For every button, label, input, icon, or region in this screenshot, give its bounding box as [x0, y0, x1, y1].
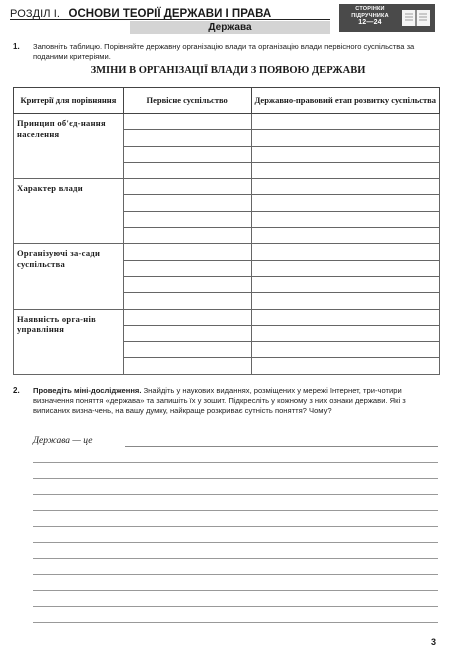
- answer-cell[interactable]: [123, 114, 251, 130]
- criterion-cell: Характер влади: [14, 179, 124, 244]
- answer-line[interactable]: [33, 622, 438, 623]
- answer-line[interactable]: [33, 542, 438, 543]
- answer-cell[interactable]: [251, 358, 440, 374]
- section-label: РОЗДІЛ І.: [10, 8, 61, 20]
- table-row: [14, 179, 440, 195]
- answer-cell[interactable]: [251, 276, 440, 292]
- answer-cell[interactable]: [251, 195, 440, 211]
- task2-body: [33, 386, 438, 416]
- answer-line[interactable]: [33, 558, 438, 559]
- header-rule: [10, 19, 330, 20]
- answer-line[interactable]: [33, 510, 438, 511]
- topic-bar: Держава: [130, 21, 330, 34]
- answer-cell[interactable]: [123, 211, 251, 227]
- answer-cell[interactable]: [251, 293, 440, 309]
- table-title: ЗМІНИ В ОРГАНІЗАЦІЇ ВЛАДИ З ПОЯВОЮ ДЕРЖАВИ: [90, 65, 366, 76]
- answer-cell[interactable]: [123, 342, 251, 358]
- section-title: ОСНОВИ ТЕОРІЇ ДЕРЖАВИ І ПРАВА: [68, 8, 272, 20]
- badge-pages: 12—24: [358, 19, 382, 26]
- answer-cell[interactable]: [251, 342, 440, 358]
- answer-line[interactable]: [125, 446, 438, 447]
- answer-cell[interactable]: [251, 228, 440, 244]
- answer-cell[interactable]: [251, 325, 440, 341]
- task1-number: 1.: [13, 42, 20, 51]
- table-header-row: [14, 88, 440, 114]
- task1-text: Заповніть таблицю. Порівняйте державну організацію влади та організацію влади первісного суспільства за поданими критеріями.: [33, 42, 415, 61]
- table-row: [14, 309, 440, 325]
- answer-line[interactable]: [33, 462, 438, 463]
- answer-cell[interactable]: [123, 228, 251, 244]
- answer-cell[interactable]: [123, 179, 251, 195]
- comparison-table: [13, 87, 440, 375]
- criterion-cell: Організуючі за-сади суспільства: [14, 244, 124, 309]
- header-primitive: Первісне суспільство: [123, 88, 251, 114]
- answer-cell[interactable]: [123, 276, 251, 292]
- badge-line2: ПІДРУЧНИКА: [351, 12, 389, 19]
- answer-cell[interactable]: [123, 325, 251, 341]
- answer-cell[interactable]: [123, 146, 251, 162]
- answer-line[interactable]: [33, 494, 438, 495]
- answer-line[interactable]: [33, 478, 438, 479]
- table-row: [14, 244, 440, 260]
- answer-lead: Держава — це: [33, 436, 93, 446]
- answer-cell[interactable]: [123, 293, 251, 309]
- answer-cell[interactable]: [123, 260, 251, 276]
- task2-text: Знайдіть у наукових виданнях, розміщених у мережі Інтернет, три-чотири визначення поняття «держава» та запишіть їх у зошит. Підкресліть у кожному з них ознаки держави. Які з виписаних визна-чень, на вашу думку, найкраще розкриває сутність поняття? Чому?: [33, 386, 406, 415]
- answer-cell[interactable]: [251, 179, 440, 195]
- answer-cell[interactable]: [251, 309, 440, 325]
- answer-cell[interactable]: [251, 211, 440, 227]
- answer-cell[interactable]: [251, 260, 440, 276]
- badge-text: [342, 6, 398, 27]
- table-row: [14, 114, 440, 130]
- task2-number: 2.: [13, 386, 20, 395]
- answer-line[interactable]: [33, 590, 438, 591]
- answer-cell[interactable]: [123, 244, 251, 260]
- header-criteria: Критерії для порівняння: [14, 88, 124, 114]
- badge-line1: СТОРІНКИ: [355, 6, 385, 12]
- answer-line[interactable]: [33, 526, 438, 527]
- textbook-pages-badge: [339, 4, 435, 32]
- answer-cell[interactable]: [251, 244, 440, 260]
- answer-cell[interactable]: [251, 162, 440, 178]
- answer-line[interactable]: [33, 606, 438, 607]
- answer-cell[interactable]: [123, 309, 251, 325]
- page-header: [10, 4, 330, 18]
- answer-line[interactable]: [33, 574, 438, 575]
- criterion-cell: Наявність орга-нів управління: [14, 309, 124, 374]
- answer-cell[interactable]: [123, 162, 251, 178]
- header-state: Державно-правовий етап розвитку суспільства: [251, 88, 440, 114]
- criterion-cell: Принцип об'єд-нання населення: [14, 114, 124, 179]
- answer-cell[interactable]: [251, 146, 440, 162]
- answer-cell[interactable]: [123, 130, 251, 146]
- task2-bold: Проведіть міні-дослідження.: [33, 386, 142, 395]
- answer-cell[interactable]: [123, 195, 251, 211]
- answer-cell[interactable]: [123, 358, 251, 374]
- answer-cell[interactable]: [251, 114, 440, 130]
- answer-cell[interactable]: [251, 130, 440, 146]
- book-icon: [401, 8, 431, 28]
- page-number: 3: [431, 637, 437, 647]
